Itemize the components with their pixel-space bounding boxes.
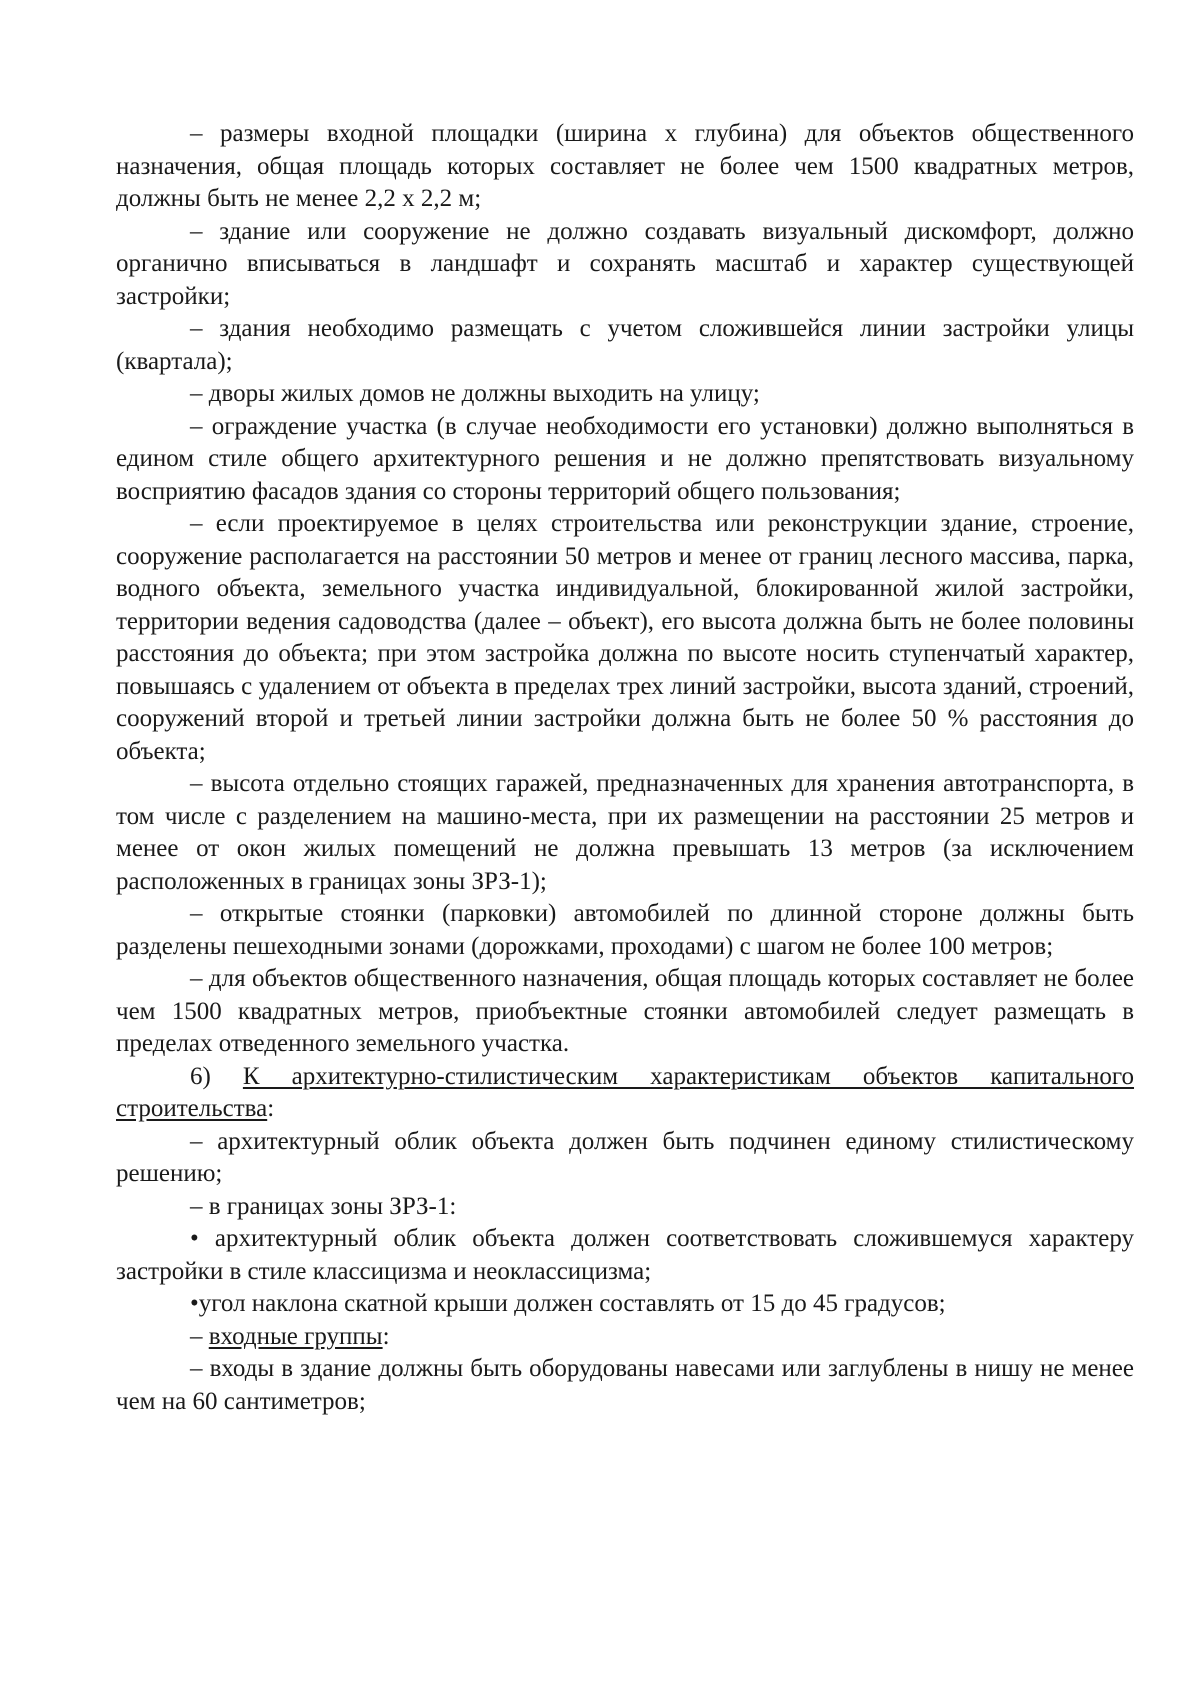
section-6-heading: 6) К архитектурно-стилистическим характеристикам объектов капитального строительства: xyxy=(116,1062,1135,1122)
paragraph-courtyards: – дворы жилых домов не должны выходить на улицу; xyxy=(190,380,760,407)
document-body xyxy=(116,118,1134,1418)
paragraph-building-line: – здания необходимо размещать с учетом сложившейся линии застройки улицы (квартала); xyxy=(116,315,1134,375)
section-6-title: К архитектурно-стилистическим характеристикам объектов капитального строительства xyxy=(116,1062,1135,1122)
bullet-classicism: • архитектурный облик объекта должен соответствовать сложившемуся характеру застройки в стиле классицизма и неоклассицизма; xyxy=(116,1225,1134,1285)
entry-groups-heading: – входные группы: xyxy=(190,1322,390,1350)
bullet-roof-angle: •угол наклона скатной крыши должен составлять от 15 до 45 градусов; xyxy=(190,1290,946,1317)
paragraph-entrance-canopies: – входы в здание должны быть оборудованы навесами или заглублены в нишу не менее чем на 60 сантиметров; xyxy=(116,1355,1134,1415)
entry-groups-title: входные группы xyxy=(208,1322,383,1350)
paragraph-zone-zrz1: – в границах зоны ЗРЗ-1: xyxy=(190,1192,457,1220)
paragraph-visual-discomfort: – здание или сооружение не должно создавать визуальный дискомфорт, должно органично вписываться в ландшафт и сохранять масштаб и характер существующей застройки; xyxy=(116,217,1134,310)
paragraph-height-near-objects: – если проектируемое в целях строительства или реконструкции здание, строение, сооружение располагается на расстоянии 50 метров и менее от границ лесного массива, парка, водного объекта, земельного участка индивидуальной, блокированной жилой застройки, территории ведения садоводства (далее – объект), его высота должна быть не более половины расстояния до объекта; при этом застройка должна по высоте носить ступенчатый характер, повышаясь с удалением от объекта в пределах трех линий застройки, высота зданий, строений, сооружений второй и третьей линии застройки должна быть не более 50 % расстояния до объекта; xyxy=(116,510,1134,765)
paragraph-fencing: – ограждение участка (в случае необходимости его установки) должно выполняться в едином стиле общего архитектурного решения и не должно препятствовать визуальному восприятию фасадов здания со стороны территорий общего пользования; xyxy=(116,412,1135,505)
paragraph-entrance-platform-size: – размеры входной площадки (ширина х глубина) для объектов общественного назначения, общая площадь которых составляет не более чем 1500 квадратных метров, должны быть не менее 2,2 х 2,2 м; xyxy=(116,120,1135,212)
paragraph-open-parking: – открытые стоянки (парковки) автомобилей по длинной стороне должны быть разделены пешеходными зонами (дорожками, проходами) с шагом не более 100 метров; xyxy=(116,900,1134,960)
paragraph-unified-style: – архитектурный облик объекта должен быть подчинен единому стилистическому решению; xyxy=(116,1127,1134,1187)
paragraph-garage-height: – высота отдельно стоящих гаражей, предназначенных для хранения автотранспорта, в том числе с разделением на машино-места, при их размещении на расстоянии 25 метров и менее от окон жилых помещений не должна превышать 13 метров (за исключением расположенных в границах зоны ЗРЗ-1); xyxy=(116,770,1134,895)
paragraph-object-parking: – для объектов общественного назначения, общая площадь которых составляет не более чем 1500 квадратных метров, приобъектные стоянки автомобилей следует размещать в пределах отведенного земельного участка. xyxy=(116,965,1135,1057)
